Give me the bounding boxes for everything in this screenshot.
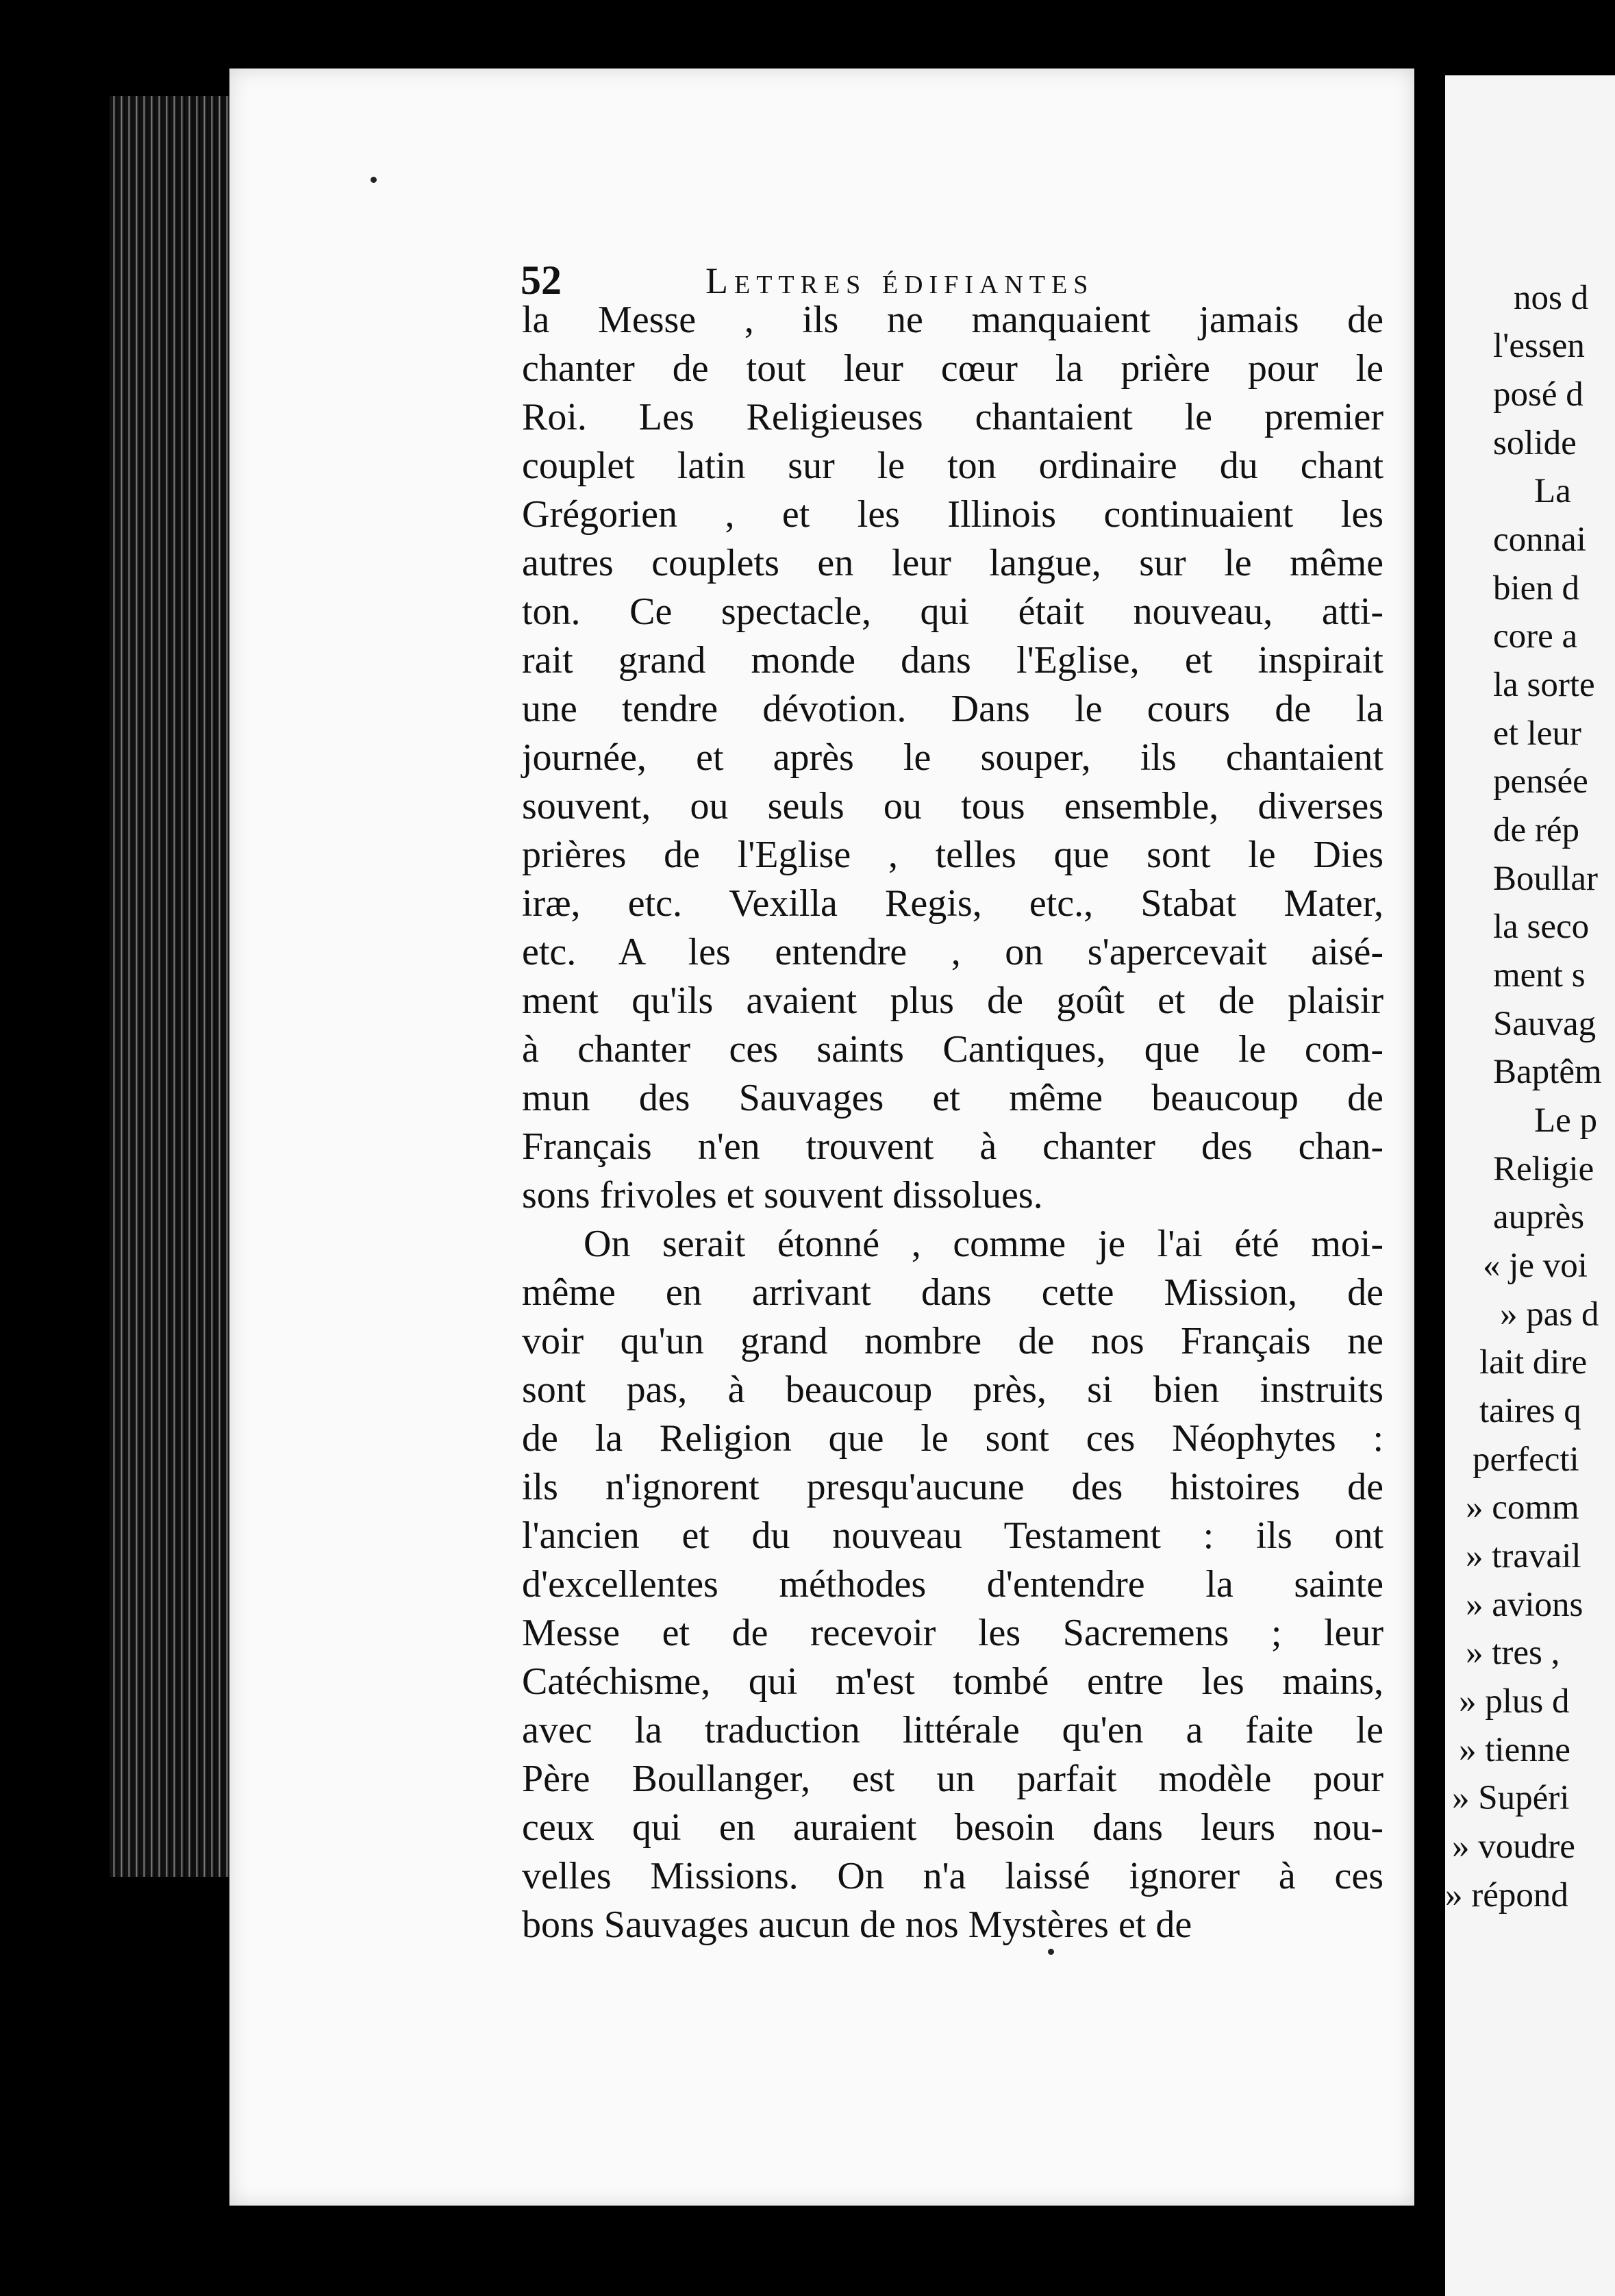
right-text-line: posé d [1493, 375, 1583, 414]
text-line: avec la traduction littérale qu'en a faite le [522, 1709, 1384, 1751]
right-page [1445, 75, 1615, 2296]
text-line: à chanter ces saints Cantiques, que le com- [522, 1028, 1384, 1071]
right-text-line: Baptêm [1493, 1053, 1602, 1091]
text-line: sons frivoles et souvent dissolues. [522, 1174, 1043, 1216]
text-line: prières de l'Eglise , telles que sont le Dies [522, 834, 1384, 876]
right-text-line: et leur [1493, 714, 1581, 753]
text-line: couplet latin sur le ton ordinaire du chant [522, 445, 1384, 487]
page-number: 52 [521, 258, 562, 303]
text-line: Grégorien , et les Illinois continuaient les [522, 493, 1384, 536]
right-text-line: la sorte [1493, 666, 1595, 704]
right-text-line: auprès [1493, 1198, 1585, 1236]
right-text-line: de rép [1493, 811, 1580, 849]
text-line: d'excellentes méthodes d'entendre la sainte [522, 1563, 1384, 1606]
text-line: même en arrivant dans cette Mission, de [522, 1271, 1384, 1314]
right-text-line: » pas d [1500, 1295, 1599, 1334]
right-text-line: » comm [1466, 1488, 1579, 1527]
text-line: Père Boullanger, est un parfait modèle pour [522, 1758, 1384, 1800]
text-line: velles Missions. On n'a laissé ignorer à ces [522, 1855, 1384, 1897]
text-line: ment qu'ils avaient plus de goût et de plaisir [522, 979, 1384, 1022]
right-text-line: « je voi [1483, 1247, 1588, 1285]
text-line: ceux qui en auraient besoin dans leurs nou- [522, 1806, 1384, 1849]
text-line: journée, et après le souper, ils chantaient [522, 736, 1384, 779]
right-text-line: connai [1493, 521, 1586, 559]
book-gutter [1414, 68, 1445, 2296]
text-line: sont pas, à beaucoup près, si bien instruits [522, 1369, 1384, 1411]
right-text-line: La [1534, 472, 1571, 510]
text-line: mun des Sauvages et même beaucoup de [522, 1077, 1384, 1119]
right-text-line: » avions [1466, 1586, 1583, 1624]
right-text-line: ment s [1493, 956, 1586, 995]
text-line: etc. A les entendre , on s'apercevait aisé- [522, 931, 1384, 973]
text-line: l'ancien et du nouveau Testament : ils ont [522, 1514, 1384, 1557]
right-text-line: l'essen [1493, 327, 1585, 365]
right-text-line: Boullar [1493, 860, 1598, 898]
right-text-line: core a [1493, 617, 1578, 656]
text-line: Messe et de recevoir les Sacremens ; leur [522, 1612, 1384, 1654]
text-line: Catéchisme, qui m'est tombé entre les mains, [522, 1660, 1384, 1703]
book-page-edges [110, 96, 233, 1877]
text-line: une tendre dévotion. Dans le cours de la [522, 688, 1384, 730]
text-line: de la Religion que le sont ces Néophytes : [522, 1417, 1384, 1460]
right-text-line: solide [1493, 424, 1577, 462]
text-line: chanter de tout leur cœur la prière pour le [522, 347, 1384, 390]
right-text-line: perfecti [1473, 1440, 1579, 1479]
right-text-line: nos d [1514, 279, 1589, 317]
text-line: On serait étonné , comme je l'ai été moi- [584, 1223, 1384, 1265]
ink-speck [1048, 1949, 1054, 1955]
right-text-line: taires q [1479, 1392, 1581, 1430]
right-text-line: bien d [1493, 569, 1580, 608]
ink-speck [371, 177, 377, 183]
right-text-line: pensée [1493, 762, 1588, 801]
text-line: rait grand monde dans l'Eglise, et inspirait [522, 639, 1384, 682]
right-text-line: » plus d [1459, 1682, 1570, 1721]
right-text-line: » répond [1445, 1876, 1568, 1914]
text-line: Français n'en trouvent à chanter des chan- [522, 1125, 1384, 1168]
text-line: la Messe , ils ne manquaient jamais de [522, 299, 1384, 341]
right-text-line: Sauvag [1493, 1005, 1597, 1043]
right-text-line: » Supéri [1452, 1779, 1570, 1817]
right-text-line: » travail [1466, 1537, 1581, 1575]
right-text-line: Religie [1493, 1150, 1594, 1188]
right-text-line: » tienne [1459, 1731, 1570, 1769]
text-line: bons Sauvages aucun de nos Mystères et de [522, 1904, 1192, 1946]
text-line: voir qu'un grand nombre de nos Français ne [522, 1320, 1384, 1362]
right-text-line: » tres , [1466, 1634, 1560, 1672]
text-line: ton. Ce spectacle, qui était nouveau, atti- [522, 590, 1384, 633]
right-text-line: lait dire [1479, 1343, 1588, 1382]
right-text-line: Le p [1534, 1101, 1598, 1140]
right-text-line: » voudre [1452, 1827, 1575, 1866]
text-line: Roi. Les Religieuses chantaient le premier [522, 396, 1384, 438]
right-text-line: la seco [1493, 908, 1590, 946]
text-line: ils n'ignorent presqu'aucune des histoires de [522, 1466, 1384, 1508]
left-page-text [522, 296, 1384, 1949]
running-title: Lettres édifiantes [705, 260, 1094, 301]
text-line: autres couplets en leur langue, sur le même [522, 542, 1384, 584]
text-line: souvent, ou seuls ou tous ensemble, diverses [522, 785, 1384, 827]
text-line: iræ, etc. Vexilla Regis, etc., Stabat Mater, [522, 882, 1384, 925]
